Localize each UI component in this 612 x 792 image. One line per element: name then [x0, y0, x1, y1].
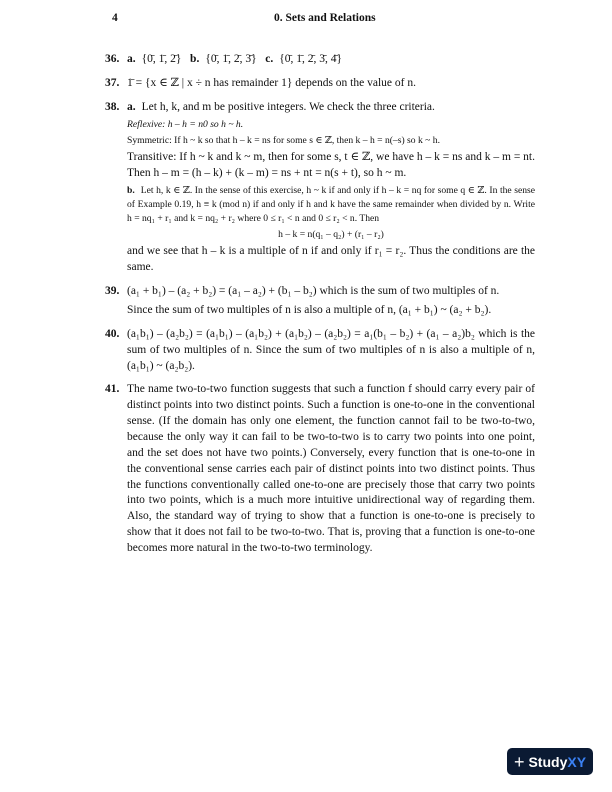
- logo-text-accent: XY: [567, 753, 587, 770]
- part-b-label: b.: [190, 53, 200, 65]
- problem-38: [105, 100, 535, 276]
- problem-37: [105, 76, 535, 92]
- answer-text: 1̄ = {x ∈ ℤ | x ÷ n has remainder 1} depends on the value of n.: [127, 76, 416, 89]
- problem-number: 38.: [105, 100, 120, 113]
- problem-number: 39.: [105, 285, 120, 298]
- studyxy-logo: [507, 748, 593, 775]
- solutions-content: [105, 52, 535, 565]
- problem-number: 41.: [105, 383, 120, 396]
- problem-36: [105, 52, 535, 68]
- part-c-label: c.: [265, 53, 274, 65]
- answer-line-2: Since the sum of two multiples of n is also a multiple of n, (a₁ + b₁) ~ (a₂ + b₂).: [127, 304, 492, 316]
- part-a-label: a.: [127, 53, 136, 65]
- page-number: 4: [112, 12, 118, 24]
- part-b-conclusion: and we see that h – k is a multiple of n if and only if r₁ = r₂. Thus the conditions are the same.: [127, 245, 535, 274]
- answer-text: (a₁b₁) – (a₂b₂) = (a₁b₁) – (a₁b₂) + (a₁b₂) – (a₂b₂) = a₁(b₁ – b₂) + (a₁ – a₂)b₂ which is the sum of two multiples of n. Since the sum of two multiples of n is also a multiple of n, (a₁b₁) ~ (a₂b₂).: [127, 327, 535, 372]
- logo-text: Study: [528, 753, 568, 770]
- plus-icon: +: [513, 751, 525, 772]
- problem-number: 37.: [105, 76, 120, 89]
- problem-number: 36.: [105, 53, 120, 65]
- criteria-block: [127, 118, 535, 148]
- part-b-block: [127, 184, 535, 243]
- answer-line-1: (a₁ + b₁) – (a₂ + b₂) = (a₁ – a₂) + (b₁ – b₂) which is the sum of two multiples of n.: [127, 285, 500, 298]
- part-a-label: a.: [127, 100, 136, 113]
- transitive-criterion: Transitive: If h ~ k and k ~ m, then for some s, t ∈ ℤ, we have h – k = ns and k – m = nt. Then h – m = (h – k) + (k – m) = ns + nt = n(s + t), so h ~ m.: [127, 150, 535, 179]
- symmetric-criterion: Symmetric: If h ~ k so that h – k = ns for some s ∈ ℤ, then k – h = n(–s) so k ~ h.: [127, 134, 440, 146]
- reflexive-criterion: Reflexive: h – h = n0 so h ~ h.: [127, 118, 244, 130]
- part-a-intro: Let h, k, and m be positive integers. We check the three criteria.: [141, 100, 435, 113]
- problem-39: [105, 284, 535, 319]
- answer-set-c: {0̄, 1̄, 2̄, 3̄, 4̄}: [279, 53, 343, 65]
- problem-number: 40.: [105, 327, 120, 340]
- problem-41: [105, 382, 535, 556]
- problem-40: [105, 327, 535, 375]
- answer-text: The name two-to-two function suggests that such a function f should carry every pair of distinct points into two distinct points. Such a function is one-to-one in the conventional sense. (If the domain has only one element, the function cannot fail to be two-to-two, because the only way it can fail to be two-to-two is to carry two points into one point, and the set does not have two points.) Conversely, every function that is one-to-one in the conventional sense carries each pair of distinct points into two distinct points. Thus the functions conventionally called one-to-one are precisely those that carry two points into two points, which is a much more intuitive unidirectional way of regarding them. Also, the standard way of trying to show that a function is one-to-one is precisely to show that it does not fail to be two-to-two. That is, proving that a function is one-to-one becomes more natural in the two-to-two terminology.: [127, 383, 535, 555]
- answer-set-a: {0̄, 1̄, 2̄}: [141, 53, 182, 65]
- answer-set-b: {0̄, 1̄, 2̄, 3̄}: [205, 53, 257, 65]
- part-b-text: Let h, k ∈ ℤ. In the sense of this exercise, h ~ k if and only if h – k = nq for some q ∈ ℤ. In the sense of Example 0.19, h ≡ k (mod n) if and only if h and k have the same remainder when divided by n. Write h = nq₁ + r₁ and k = nq₂ + r₂ where 0 ≤ r₁ < n and 0 ≤ r₂ < n. Then: [127, 184, 535, 225]
- part-b-label: b.: [127, 184, 135, 196]
- chapter-title: 0. Sets and Relations: [274, 12, 376, 24]
- equation: h – k = n(q₁ – q₂) + (r₁ – r₂): [278, 229, 384, 241]
